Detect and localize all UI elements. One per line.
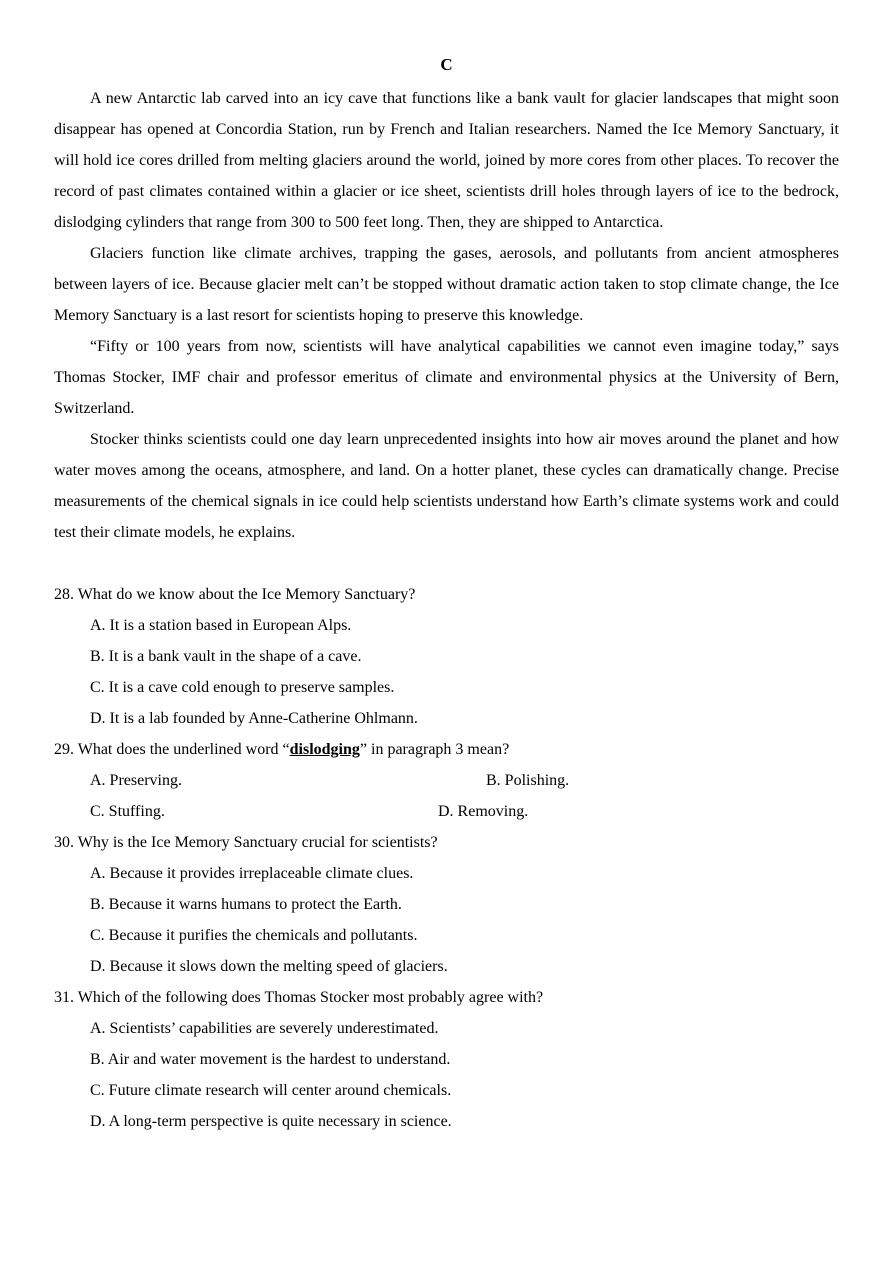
question-28-stem: 28. What do we know about the Ice Memory Sanctuary?	[54, 586, 416, 603]
passage-paragraph-4: Stocker thinks scientists could one day learn unprecedented insights into how air moves around the planet and how water moves among the oceans, atmosphere, and land. On a hotter planet, these cycles can dramatically change. Precise measurements of the chemical signals in ice could help scientists understand how Earth’s climate systems work and could test their climate models, he explains.	[54, 431, 839, 541]
question-29	[54, 734, 839, 827]
question-29-option-d: D. Removing.	[438, 803, 529, 820]
exam-page	[54, 53, 839, 1137]
underlined-word: dislodging	[289, 741, 360, 758]
question-30	[54, 827, 839, 982]
passage-paragraph-2: Glaciers function like climate archives, trapping the gases, aerosols, and pollutants from ancient atmospheres between layers of ice. Because glacier melt can’t be stopped without dramatic action taken to stop climate change, the Ice Memory Sanctuary is a last resort for scientists hoping to preserve this knowledge.	[54, 245, 839, 324]
question-29-option-a: A. Preserving.	[90, 772, 182, 789]
question-29-stem-start: 29. What does the underlined word “	[54, 741, 290, 758]
question-30-option-a: A. Because it provides irreplaceable climate clues.	[90, 865, 414, 882]
question-29-stem	[54, 734, 839, 765]
question-28-option-a: A. It is a station based in European Alps.	[90, 617, 352, 634]
spacer	[54, 548, 839, 579]
question-29-stem-end: ” in paragraph 3 mean?	[359, 741, 510, 758]
question-28	[54, 579, 839, 734]
passage-paragraph-1: A new Antarctic lab carved into an icy cave that functions like a bank vault for glacier landscapes that might soon disappear has opened at Concordia Station, run by French and Italian researchers. Named the Ice Memory Sanctuary, it will hold ice cores drilled from melting glaciers around the world, joined by more cores from other places. To recover the record of past climates contained within a glacier or ice sheet, scientists drill holes through layers of ice to the bedrock, dislodging cylinders that range from 300 to 500 feet long. Then, they are shipped to Antarctica.	[54, 90, 839, 231]
question-29-option-c: C. Stuffing.	[90, 803, 165, 820]
question-30-option-b: B. Because it warns humans to protect the Earth.	[90, 896, 402, 913]
question-31-option-c: C. Future climate research will center around chemicals.	[90, 1082, 452, 1099]
question-31-stem: 31. Which of the following does Thomas Stocker most probably agree with?	[54, 989, 544, 1006]
question-30-option-c: C. Because it purifies the chemicals and pollutants.	[90, 927, 418, 944]
question-28-option-d: D. It is a lab founded by Anne-Catherine Ohlmann.	[90, 710, 418, 727]
question-30-stem: 30. Why is the Ice Memory Sanctuary crucial for scientists?	[54, 834, 438, 851]
question-29-options-row-2	[54, 796, 839, 827]
question-31-option-a: A. Scientists’ capabilities are severely underestimated.	[90, 1020, 439, 1037]
question-28-option-b: B. It is a bank vault in the shape of a cave.	[90, 648, 362, 665]
question-28-option-c: C. It is a cave cold enough to preserve samples.	[90, 679, 395, 696]
question-29-option-b: B. Polishing.	[486, 772, 570, 789]
question-29-options-row-1	[54, 765, 839, 796]
passage-paragraph-3: “Fifty or 100 years from now, scientists will have analytical capabilities we cannot even imagine today,” says Thomas Stocker, IMF chair and professor emeritus of climate and environmental physics at the University of Bern, Switzerland.	[54, 338, 839, 417]
question-31-option-b: B. Air and water movement is the hardest to understand.	[90, 1051, 451, 1068]
question-31-option-d: D. A long-term perspective is quite necessary in science.	[90, 1113, 452, 1130]
question-30-option-d: D. Because it slows down the melting speed of glaciers.	[90, 958, 448, 975]
question-31	[54, 982, 839, 1137]
section-heading: C	[440, 55, 453, 74]
